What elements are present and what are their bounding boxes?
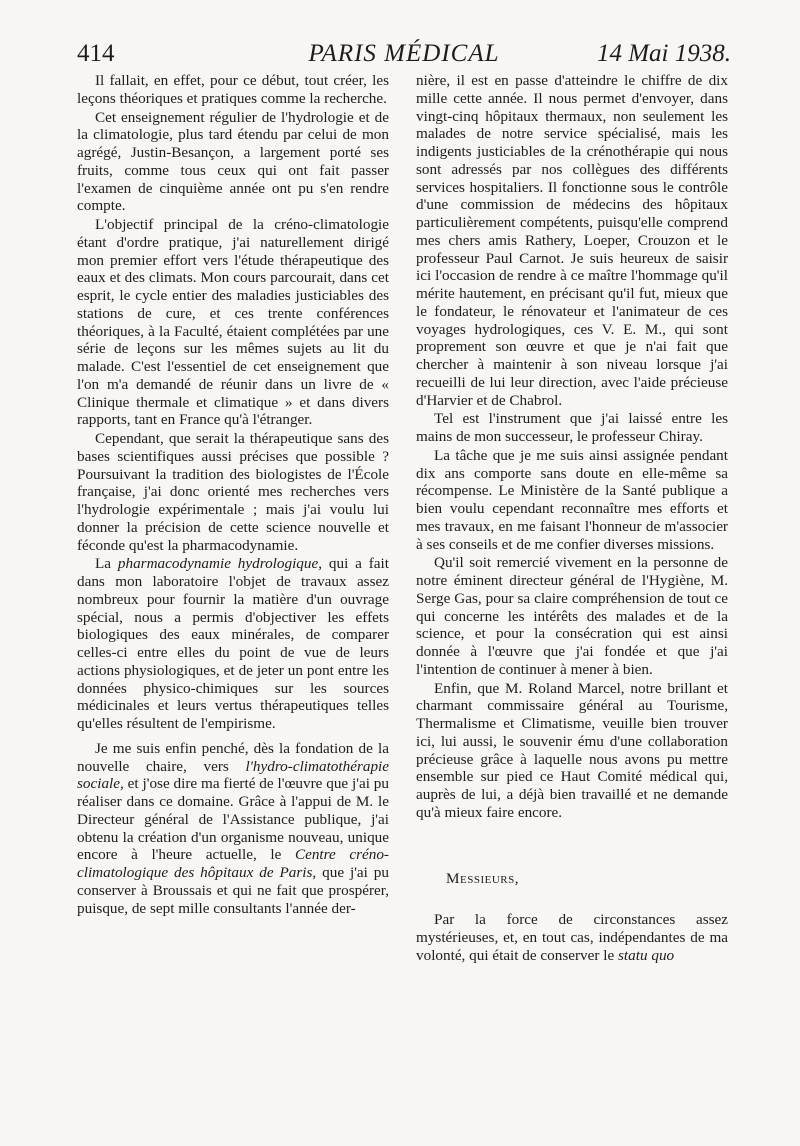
paragraph: La pharmacodynamie hydrologique, qui a fait dans mon laboratoire l'objet de travaux assez nombreux pour fournir la matière d'un ouvrage spécial, nous a permis d'objectiver les effets biologiques des eaux minérales, de comparer celles-ci entre elles du point de vue de leurs actions physiologiques, et de jeter un pont entre les données physico-chimiques sur les sources médicinales et leurs vertus thérapeutiques telles qu'elles résultent de l'empirisme. (77, 555, 389, 732)
issue-date: 14 Mai 1938. (596, 40, 731, 67)
paragraph: Enfin, que M. Roland Marcel, notre brillant et charmant commissaire général au Tourisme, Thermalisme et Climatisme, veuille bien trouver ici, lui aussi, le souvenir ému d'une collaboration précieuse grâce à laquelle nous avons pu mettre ensemble sur pied ce Haut Comité médical qui, auprès de lui, a déjà bien travaillé et ne demande qu'à mieux faire encore. (416, 679, 728, 821)
paragraph: L'objectif principal de la créno-climatologie étant d'ordre pratique, j'ai naturellement dirigé mon premier effort vers l'étude thérapeutique des eaux et des climats. Mon cours parcourait, dans cet esprit, le cycle entier des maladies justiciables des stations de cure, et ces trente conférences théoriques, à la Faculté, étaient complétées par une série de leçons sur les mêmes sujets au lit du malade. C'est l'essentiel de cet enseignement que l'on m'a demandé de réunir dans un livre de « Clinique thermale et climatique » et dans divers rapports, tant en France qu'à l'étranger. (77, 216, 389, 429)
emphasis: l'hydro-climatothérapie sociale (77, 757, 389, 793)
paragraph: Tel est l'instrument que j'ai laissé entre les mains de mon successeur, le professeur Chiray. (416, 410, 728, 445)
right-column (416, 72, 728, 965)
paragraph: Cet enseignement régulier de l'hydrologie et de la climatologie, plus tard étendu par celui de mon agrégé, Justin-Besançon, a largement porté ses fruits, comme tous ceux qui ont fait passer l'examen de cinquième année ont pu s'en rendre compte. (77, 108, 389, 215)
paragraph: nière, il est en passe d'atteindre le chiffre de dix mille cette année. Il nous permet d'envoyer, dans vingt-cinq hôpitaux thermaux, non seulement les malades de notre service spécialisé, mais les indigents justiciables de la crénothérapie qui nous sont adressés par nos collègues des différents services hospitaliers. Il fonctionne sous le contrôle d'une commission de médecins des hôpitaux particulièrement compétents, puisqu'elle comprend mes chers amis Rathery, Loeper, Crouzon et le professeur Paul Carnot. Je suis heureux de saisir ici l'occasion de rendre à ce maître l'hommage qu'il mérite hautement, en précisant qu'il fut, mieux que le fondateur, le rénovateur et l'animateur de ces voyages hydrologiques, ces V. E. M., qui sont proprement son œuvre et que je n'ai fait que chercher à maintenir à son niveau lorsque j'ai recueilli de lui leur direction, avec l'aide précieuse d'Harvier et de Chabrol. (416, 72, 728, 409)
paragraph: Cependant, que serait la thérapeutique sans des bases scientifiques aussi précises que possible ? Poursuivant la tradition des biologistes de l'École française, j'ai donc orienté mes recherches vers l'hydrologie expérimentale ; mais j'ai voulu lui donner la précision de cette science nouvelle et féconde qu'est la pharmacodynamie. (77, 430, 389, 554)
paragraph: Par la force de circonstances assez mystérieuses, et, en tout cas, indépendantes de ma volonté, qui était de conserver le statu quo (416, 911, 728, 964)
journal-title: PARIS MÉDICAL (308, 40, 500, 67)
emphasis: statu quo (618, 946, 675, 964)
paragraph: La tâche que je me suis ainsi assignée pendant dix ans comporte sans doute en elle-même sa récompense. Le Ministère de la Santé publique a bien voulu cependant reconnaître mes efforts et mes travaux, en me faisant l'honneur de m'associer à ses conseils et de me confier diverses missions. (416, 446, 728, 553)
paragraph: Il fallait, en effet, pour ce début, tout créer, les leçons théoriques et pratiques comme la recherche. (77, 72, 389, 107)
running-header (77, 40, 731, 70)
section-heading: Messieurs, (446, 869, 520, 887)
emphasis: pharmacodynamie hydrologique (117, 555, 319, 573)
page-number: 414 (77, 40, 115, 67)
emphasis: Centre créno-climatologique des hôpitaux de Paris (77, 846, 389, 881)
paragraph: Qu'il soit remercié vivement en la personne de notre éminent directeur général de l'Hygiène, M. Serge Gas, pour sa claire compréhension de tout ce qui concerne les intérêts des malades et de la science, et pour la consécration qui est ainsi donnée à l'œuvre que j'ai fondée et que j'ai l'intention de continuer à mener à bien. (416, 554, 728, 678)
left-column (77, 72, 389, 917)
paragraph: Je me suis enfin penché, dès la fondation de la nouvelle chaire, vers l'hydro-climatothérapie sociale, et j'ose dire ma fierté de l'œuvre que j'ai pu réaliser dans ce domaine. Grâce à l'appui de M. le Directeur général de l'Assistance publique, j'ai obtenu la création d'un organisme nouveau, unique encore à l'heure actuelle, le Centre créno-climatologique des hôpitaux de Paris, que j'ai pu conserver à Broussais et qui ne fait que prospérer, puisque, de sept mille consultants l'année der- (77, 739, 389, 917)
